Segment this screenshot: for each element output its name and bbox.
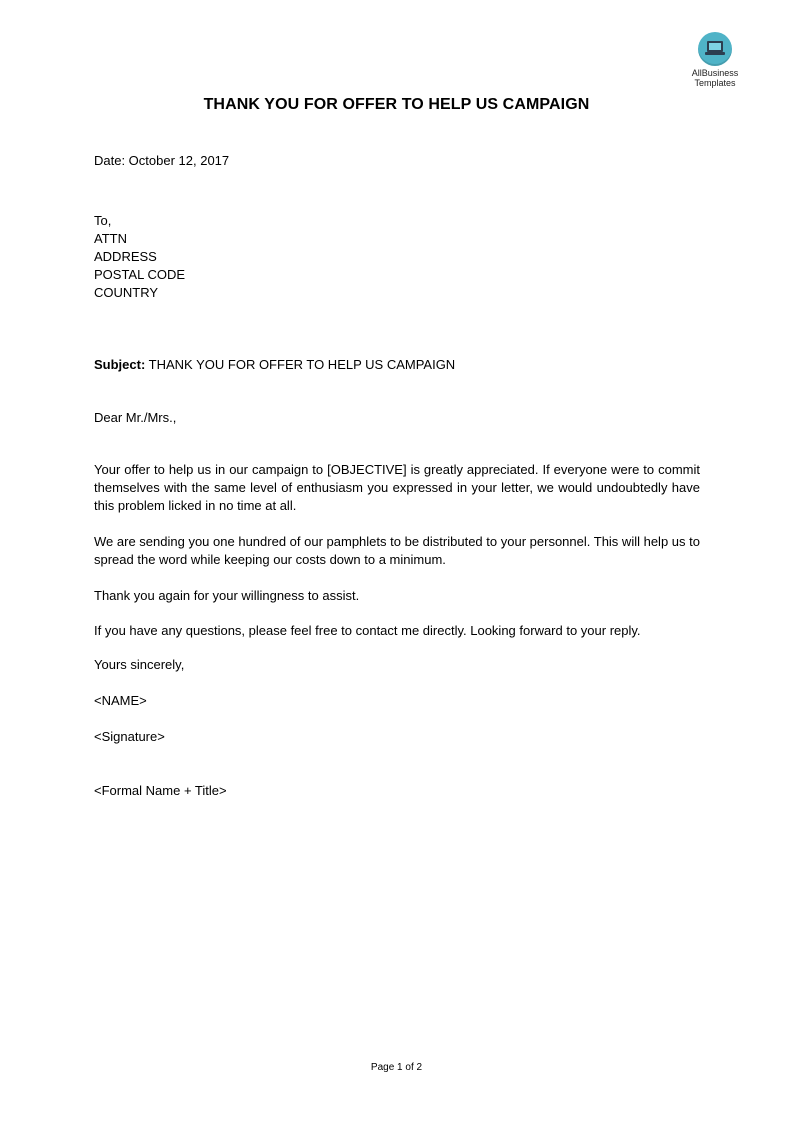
laptop-icon xyxy=(698,32,732,66)
address-country: COUNTRY xyxy=(94,285,159,300)
address-attn: ATTN xyxy=(94,231,127,246)
document-title: THANK YOU FOR OFFER TO HELP US CAMPAIGN xyxy=(203,96,590,113)
paragraph-3: Thank you again for your willingness to assist. xyxy=(94,588,360,603)
address-street: ADDRESS xyxy=(94,249,157,264)
date-line: Date: October 12, 2017 xyxy=(94,153,230,168)
recipient-address xyxy=(94,212,700,302)
address-postal-code: POSTAL CODE xyxy=(94,267,186,282)
logo-text-line1: AllBusiness xyxy=(691,68,739,78)
allbusiness-logo xyxy=(683,32,747,88)
subject-label: Subject: xyxy=(94,357,146,372)
formal-name-title: <Formal Name + Title> xyxy=(94,783,227,798)
page-number: Page 1 of 2 xyxy=(370,1062,423,1073)
subject-text: THANK YOU FOR OFFER TO HELP US CAMPAIGN xyxy=(145,357,456,372)
paragraph-4: If you have any questions, please feel free to contact me directly. Looking forward to your reply. xyxy=(94,623,641,638)
salutation: Dear Mr./Mrs., xyxy=(94,410,177,425)
paragraph-2: We are sending you one hundred of our pamphlets to be distributed to your personnel. This will help us to spread the word while keeping our costs down to a minimum. xyxy=(94,534,700,567)
sender-name: <NAME> xyxy=(94,693,147,708)
paragraph-1: Your offer to help us in our campaign to [OBJECTIVE] is greatly appreciated. If everyone were to commit themselves with the same level of enthusiasm you expressed in your letter, we would undoubtedly have this problem licked in no time at all. xyxy=(94,462,700,513)
signature-placeholder: <Signature> xyxy=(94,729,165,744)
logo-text-line2: Templates xyxy=(694,78,736,88)
sign-off: Yours sincerely, xyxy=(94,657,185,672)
address-to: To, xyxy=(94,213,112,228)
subject-line xyxy=(94,356,700,374)
